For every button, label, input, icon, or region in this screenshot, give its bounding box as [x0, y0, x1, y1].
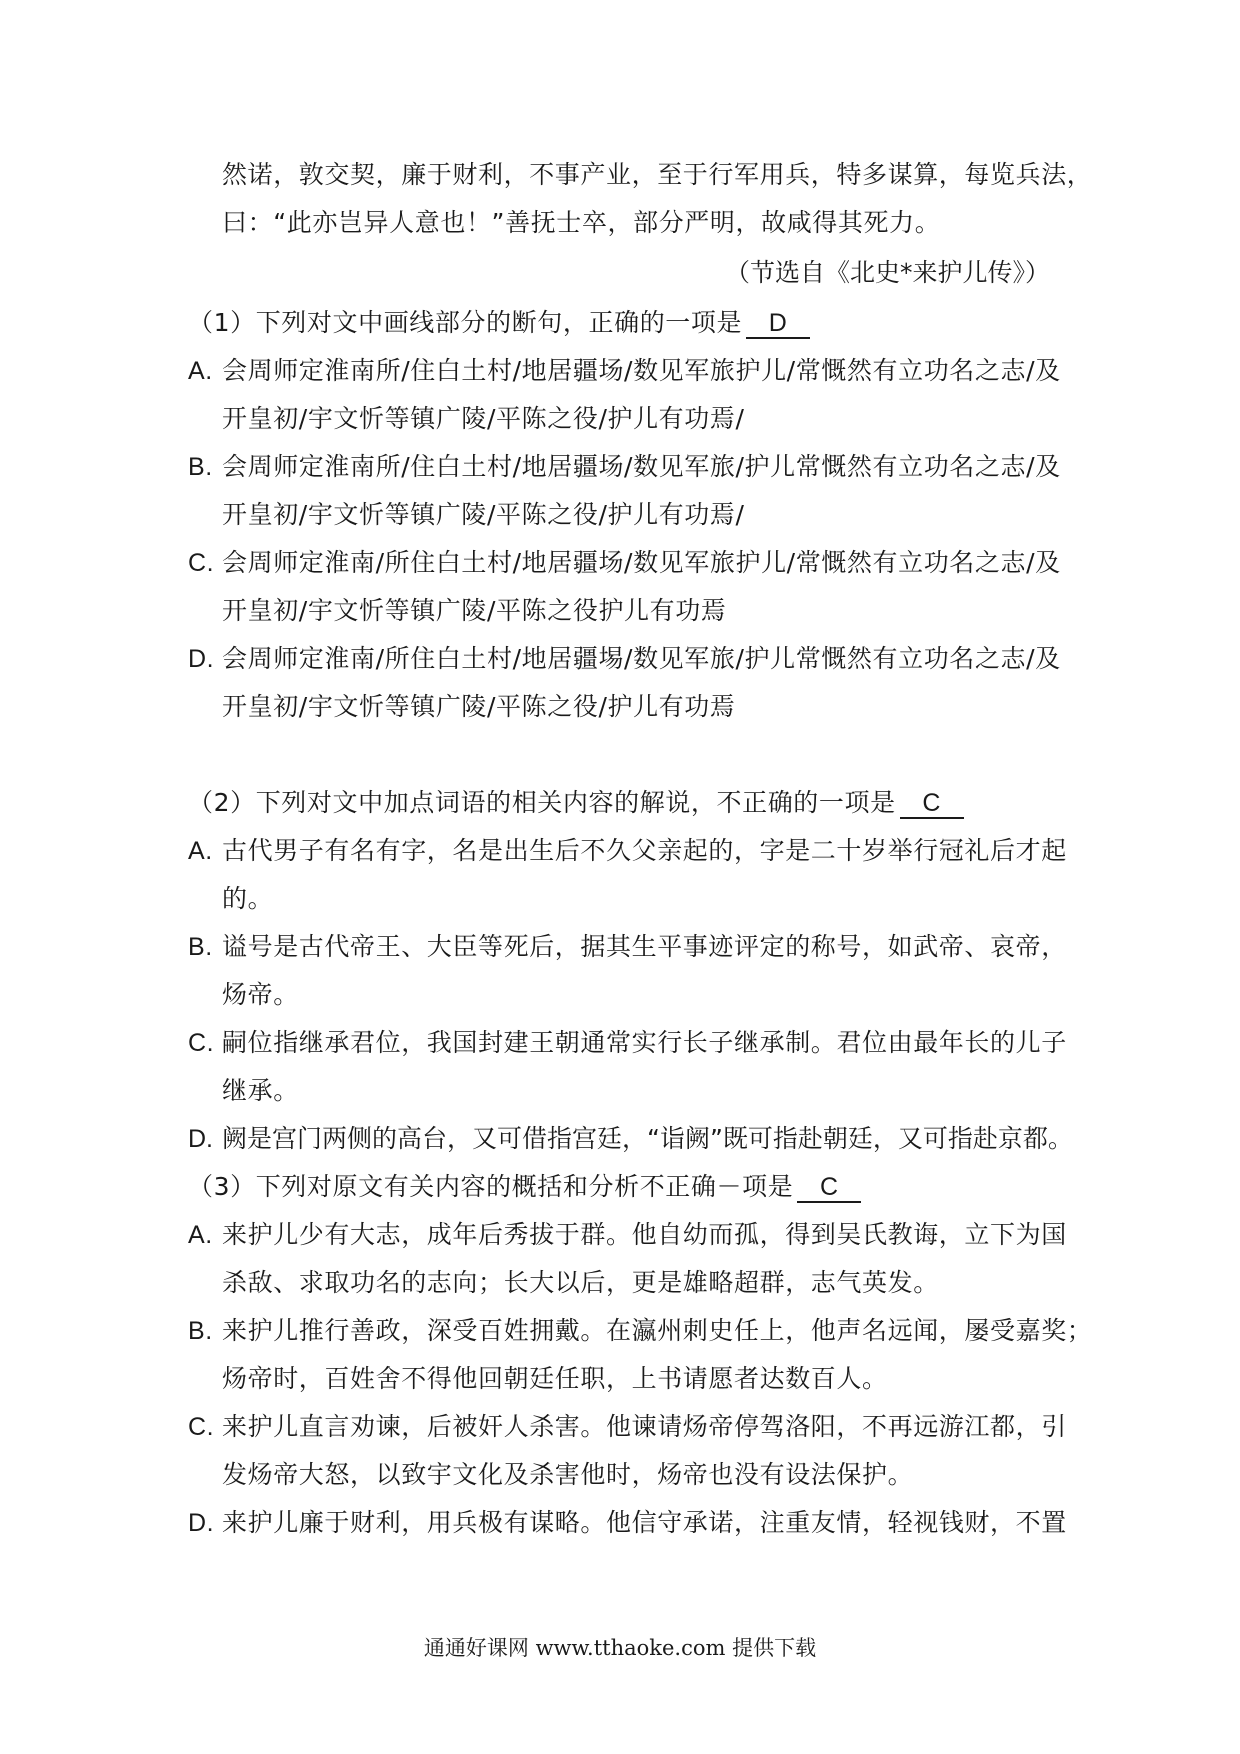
q1-option-d-cont: 开皇初/宇文忻等镇广陵/平陈之役/护儿有功焉 — [222, 692, 736, 721]
option-text: 会周师定淮南/所住白土村/地居疆埸/数见军旅/护儿常慨然有立功名之志/及 — [222, 644, 1061, 673]
option-label: A. — [188, 357, 213, 385]
q3-option-a-cont: 杀敌、求取功名的志向；长大以后，更是雄略超群，志气英发。 — [222, 1268, 939, 1297]
option-label: B. — [188, 453, 213, 481]
q1-option-d — [188, 642, 1061, 676]
passage-line-2: 曰：“此亦岂异人意也！”善抚士卒，部分严明，故咸得其死力。 — [222, 208, 941, 237]
option-label: C. — [188, 549, 215, 577]
option-text: 会周师定淮南所/住白土村/地居疆场/数见军旅/护儿常慨然有立功名之志/及 — [222, 452, 1061, 481]
q3-answer-blank: C — [797, 1173, 861, 1203]
option-label: C. — [188, 1029, 215, 1057]
q1-stem-text: （1）下列对文中画线部分的断句，正确的一项是 — [188, 308, 743, 337]
option-text: 来护儿廉于财利，用兵极有谋略。他信守承诺，注重友情，轻视钱财，不置 — [222, 1508, 1067, 1537]
option-text: 来护儿直言劝谏，后被奸人杀害。他谏请炀帝停驾洛阳，不再远游江都，引 — [222, 1412, 1067, 1441]
passage-line-1: 然诺，敦交契，廉于财利，不事产业，至于行军用兵，特多谋算，每览兵法， — [222, 160, 1093, 189]
option-text: 来护儿推行善政，深受百姓拥戴。在瀛州刺史任上，他声名远闻，屡受嘉奖； — [222, 1316, 1093, 1345]
q2-option-c — [188, 1026, 1067, 1060]
q2-stem-text: （2）下列对文中加点词语的相关内容的解说，不正确的一项是 — [188, 788, 896, 817]
q1-option-a — [188, 354, 1061, 388]
q3-stem-text: （3）下列对原文有关内容的概括和分析不正确－项是 — [188, 1172, 794, 1201]
option-text: 会周师定淮南/所住白土村/地居疆场/数见军旅护儿/常慨然有立功名之志/及 — [222, 548, 1061, 577]
passage-source: （节选自《北史*来护儿传》） — [724, 258, 1050, 287]
q2-answer-blank: C — [900, 789, 964, 819]
option-label: B. — [188, 1317, 213, 1345]
option-text: 来护儿少有大志，成年后秀拔于群。他自幼而孤，得到吴氏教诲，立下为国 — [222, 1220, 1067, 1249]
q2-option-c-cont: 继承。 — [222, 1076, 299, 1105]
q2-option-a-cont: 的。 — [222, 884, 274, 913]
q3-option-c — [188, 1410, 1067, 1444]
q3-option-d — [188, 1506, 1067, 1540]
q2-option-a — [188, 834, 1067, 868]
q3-option-a — [188, 1218, 1067, 1252]
q1-option-b-cont: 开皇初/宇文忻等镇广陵/平陈之役/护儿有功焉/ — [222, 500, 745, 529]
option-text: 嗣位指继承君位，我国封建王朝通常实行长子继承制。君位由最年长的儿子 — [222, 1028, 1067, 1057]
option-label: D. — [188, 645, 215, 673]
q3-option-b-cont: 炀帝时，百姓舍不得他回朝廷任职，上书请愿者达数百人。 — [222, 1364, 888, 1393]
q2-stem — [188, 786, 964, 820]
option-label: A. — [188, 837, 213, 865]
q1-option-b — [188, 450, 1061, 484]
q1-option-c — [188, 546, 1061, 580]
option-text: 谥号是古代帝王、大臣等死后，据其生平事迹评定的称号，如武帝、哀帝， — [222, 932, 1067, 961]
q3-option-b — [188, 1314, 1092, 1348]
q1-option-c-cont: 开皇初/宇文忻等镇广陵/平陈之役护儿有功焉 — [222, 596, 727, 625]
option-label: C. — [188, 1413, 215, 1441]
option-text: 会周师定淮南所/住白土村/地居疆场/数见军旅护儿/常慨然有立功名之志/及 — [222, 356, 1061, 385]
option-label: D. — [188, 1125, 213, 1153]
option-text: 古代男子有名有字，名是出生后不久父亲起的，字是二十岁举行冠礼后才起 — [222, 836, 1067, 865]
q3-option-c-cont: 发炀帝大怒，以致宇文化及杀害他时，炀帝也没有设法保护。 — [222, 1460, 914, 1489]
q2-option-b-cont: 炀帝。 — [222, 980, 299, 1009]
option-label: A. — [188, 1221, 213, 1249]
q1-option-a-cont: 开皇初/宇文忻等镇广陵/平陈之役/护儿有功焉/ — [222, 404, 745, 433]
option-label: D. — [188, 1509, 215, 1537]
q1-answer-blank: D — [746, 309, 810, 339]
q2-option-d — [188, 1122, 1073, 1156]
q2-option-b — [188, 930, 1067, 964]
page-footer: 通通好课网 www.tthaoke.com 提供下载 — [423, 1636, 817, 1660]
q3-stem — [188, 1170, 861, 1204]
q1-stem — [188, 306, 810, 340]
option-label: B. — [188, 933, 213, 961]
option-text: 阙是宫门两侧的高台，又可借指宫廷，“诣阙”既可指赴朝廷，又可指赴京都。 — [222, 1124, 1073, 1153]
